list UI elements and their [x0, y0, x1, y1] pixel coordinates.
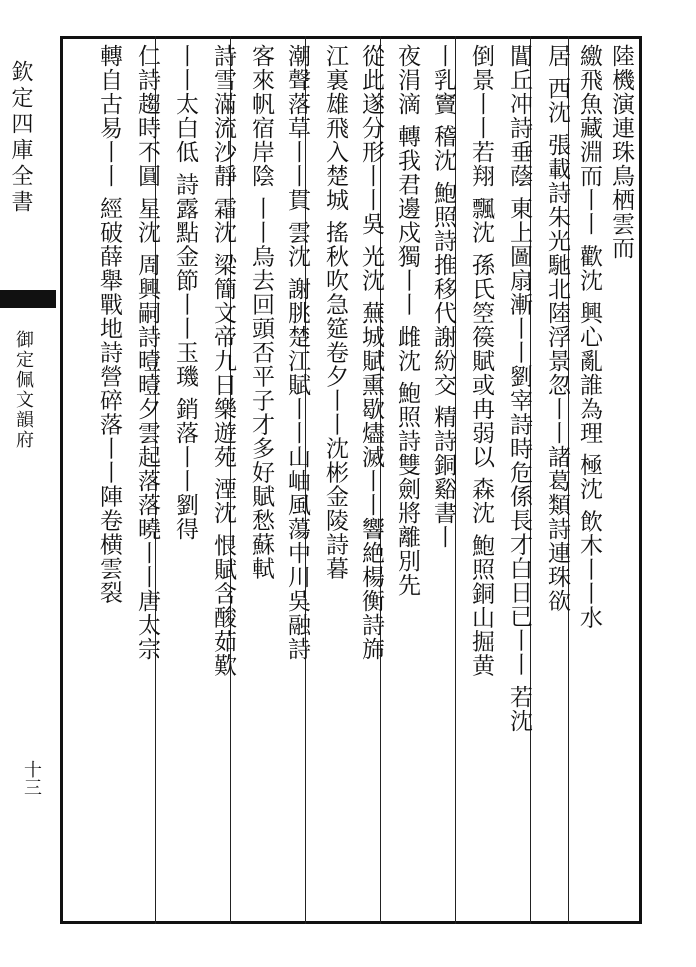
- text-column: 轉自古易丨丨 經破薛舉戰地詩營碎落丨丨陣卷横雲裂: [96, 44, 122, 605]
- text-column: 丨乳竇 稽沈 鮑照詩推移代謝紛交 精詩銅谿書丨: [430, 44, 456, 549]
- text-column: 客來帆宿岸陰 丨丨烏去回頭否平子才多好賦愁蘇軾: [248, 44, 274, 581]
- text-column: 仁詩趨時不圓 星沈 周興嗣詩曀曀夕雲起落落曉丨丨唐太宗: [134, 44, 160, 661]
- text-column: 潮聲落草丨丨貫 雲沈 謝朓楚江賦丨丨山岫風蕩中川吳融詩: [284, 44, 310, 661]
- text-column: 居 西沈 張載詩朱光馳北陸浮景忽丨丨諸葛類詩連珠欲: [544, 44, 570, 613]
- text-column: 繳飛魚藏淵而丨丨 歡沈 興心亂誰為理 極沈 飲木丨丨水: [576, 44, 602, 630]
- margin-book-subtitle: 御定佩文韻府: [13, 330, 34, 450]
- text-column: 閶丘冲詩垂蔭 東上圖扇漸丨丨劉宰詩時危係長才白日已丨丨 若沈: [506, 44, 532, 733]
- folio-number: 十三: [21, 760, 42, 796]
- text-column: 陸機演連珠鳥栖雲而: [608, 44, 634, 260]
- text-column: 倒景丨丨若翔 飄沈 孫氏箜篌賦或冉弱以 森沈 鮑照銅山掘黄: [468, 44, 494, 678]
- text-column: 從此遂分形丨丨吳 光沈 蕪城賦熏歇燼滅丨丨響絶楊衡詩旆: [358, 44, 384, 661]
- text-column: 江裏雄飛入楚城 搖秋吹急筵卷夕丨丨沈彬金陵詩暮: [322, 44, 348, 581]
- text-column: 詩雪滿流沙靜 霜沈 梁簡文帝九日樂遊苑 湮沈 恨賦含酸茹歎: [210, 44, 236, 678]
- text-column: 夜涓滴 轉我君邊戍獨丨丨 雌沈 鮑照詩雙劍將離別先: [394, 44, 420, 597]
- text-column: 丨丨太白低 詩露點金節丨丨玉璣 銷落丨丨劉得: [172, 44, 198, 541]
- margin-black-band: [0, 290, 56, 308]
- margin-book-title: 欽定四庫全書: [8, 60, 33, 216]
